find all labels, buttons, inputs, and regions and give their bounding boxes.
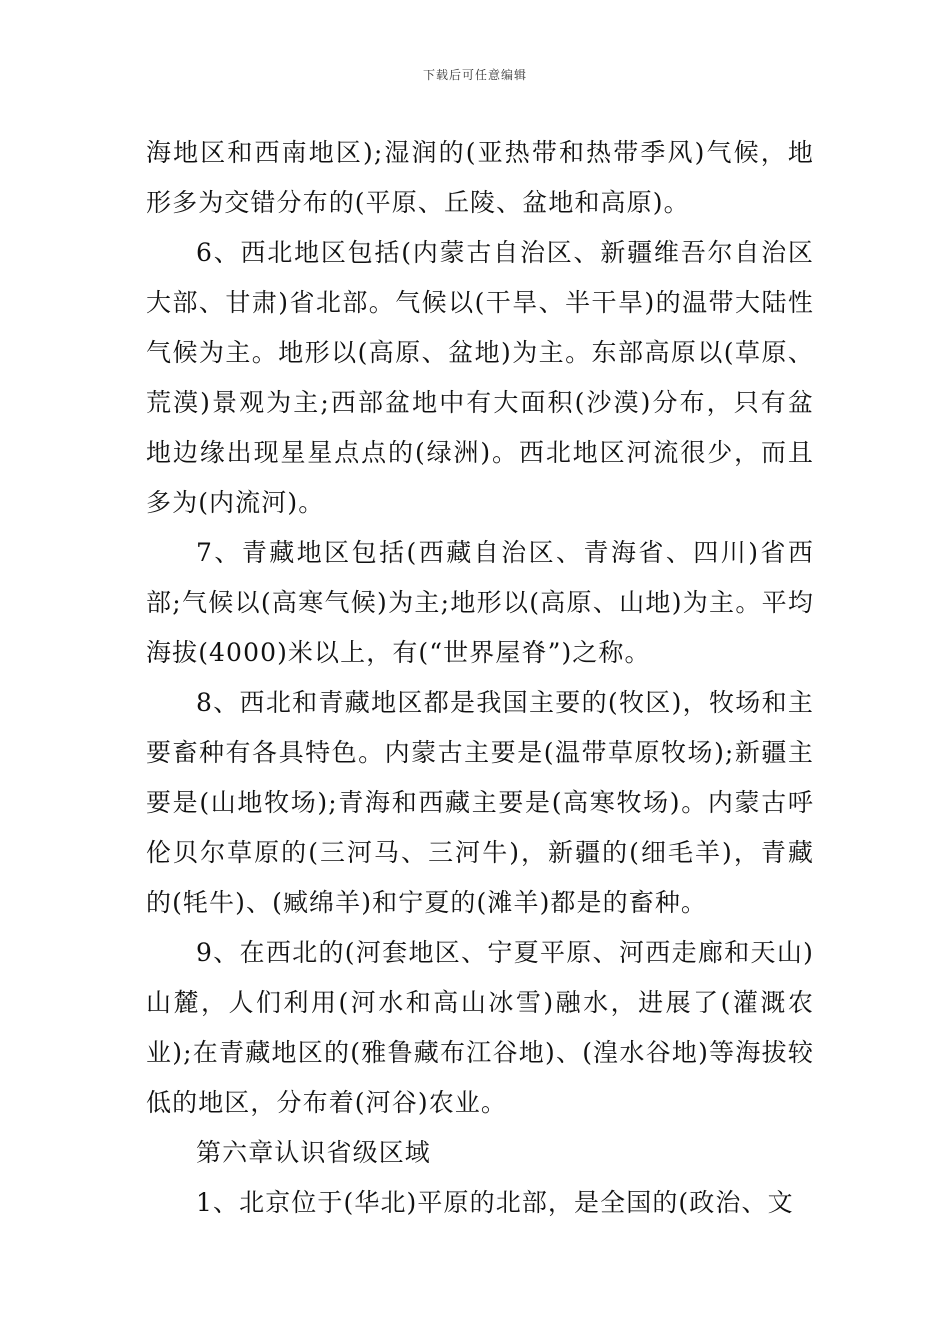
paragraph-item-7: 7、青藏地区包括(西藏自治区、青海省、四川)省西部;气候以(高寒气候)为主;地形以(高原、山地)为主。平均海拔(4000)米以上，有(“世界屋脊”)之称。 (146, 538, 814, 667)
paragraph-continuation: 海地区和西南地区);湿润的(亚热带和热带季风)气候，地形多为交错分布的(平原、丘陵、盆地和高原)。 (146, 138, 814, 217)
paragraph-item-8: 8、西北和青藏地区都是我国主要的(牧区)，牧场和主要畜种有各具特色。内蒙古主要是(温带草原牧场);新疆主要是(山地牧场);青海和西藏主要是(高寒牧场)。内蒙古呼伦贝尔草原的(三河马、三河牛)，新疆的(细毛羊)，青藏的(牦牛)、(臧绵羊)和宁夏的(滩羊)都是的畜种。 (146, 688, 814, 917)
paragraph-chapter6-item-1: 1、北京位于(华北)平原的北部，是全国的(政治、文 (196, 1188, 794, 1217)
chapter-heading: 第六章认识省级区域 (196, 1138, 431, 1167)
paragraph-item-9: 9、在西北的(河套地区、宁夏平原、河西走廊和天山)山麓，人们利用(河水和高山冰雪)融水，进展了(灌溉农业);在青藏地区的(雅鲁藏布江谷地)、(湟水谷地)等海拔较低的地区，分布着(河谷)农业。 (146, 938, 814, 1117)
paragraph-item-6: 6、西北地区包括(内蒙古自治区、新疆维吾尔自治区大部、甘肃)省北部。气候以(干旱、半干旱)的温带大陆性气候为主。地形以(高原、盆地)为主。东部高原以(草原、荒漠)景观为主;西部盆地中有大面积(沙漠)分布，只有盆地边缘出现星星点点的(绿洲)。西北地区河流很少，而且多为(内流河)。 (146, 238, 814, 517)
page-header-note: 下载后可任意编辑 (422, 68, 527, 82)
document-body (146, 128, 814, 1228)
